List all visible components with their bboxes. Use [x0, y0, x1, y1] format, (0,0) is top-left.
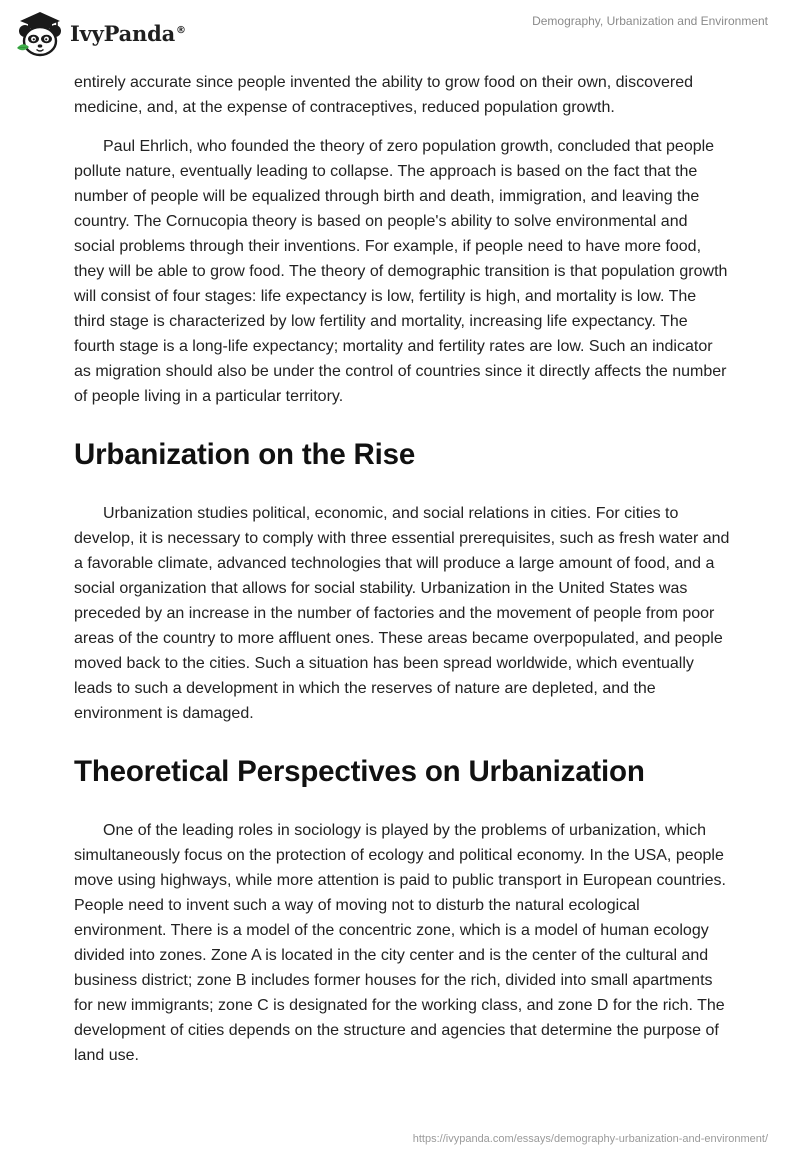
heading-urbanization-on-the-rise: Urbanization on the Rise — [74, 438, 416, 471]
document-title: Demography, Urbanization and Environment — [532, 14, 768, 28]
ivypanda-logo[interactable] — [14, 8, 186, 58]
source-url-link[interactable]: https://ivypanda.com/essays/demography-urbanization-and-environment/ — [412, 1133, 768, 1145]
panda-logo-icon — [14, 8, 66, 58]
paragraph-population-theories: Paul Ehrlich, who founded the theory of zero population growth, concluded that people pollute nature, eventually leading to collapse. The approach is based on the fact that the number of people will be equalized through birth and death, immigration, and leaving the country. The Cornucopia theory is based on people's ability to solve environmental and social problems through their inventions. For example, if people need to have more food, they will be able to grow food. The theory of demographic transition is that population growth will consist of four stages: life expectancy is low, fertility is high, and mortality is low. The third stage is characterized by low fertility and mortality, increasing life expectancy. The fourth stage is a long-life expectancy; mortality and fertility rates are low. Such an indicator as migration should also be under the control of countries since it directly affects the number of people living in a particular territory. — [74, 138, 728, 405]
page-header — [0, 0, 800, 62]
logo-wordmark — [70, 21, 186, 46]
essay-body — [74, 70, 730, 1082]
paragraph-theoretical-perspectives: One of the leading roles in sociology is played by the problems of urbanization, which simultaneously focus on the protection of ecology and political economy. In the USA, people move using highways, while more attention is paid to public transport in European countries. People need to invent such a way of moving not to disturb the natural ecological environment. There is a model of the concentric zone, which is a model of human ecology divided into zones. Zone A is located in the city center and is the center of the cultural and business district; zone B includes former houses for the rich, divided into small apartments for new immigrants; zone C is designated for the working class, and zone D for the rich. The development of cities depends on the structure and agencies that determine the purpose of land use. — [74, 822, 726, 1064]
heading-theoretical-perspectives: Theoretical Perspectives on Urbanization — [74, 755, 645, 788]
paragraph-continuation: entirely accurate since people invented the ability to grow food on their own, discovered medicine, and, at the expense of contraceptives, reduced population growth. — [74, 74, 694, 116]
logo-text: IvyPanda — [70, 20, 176, 46]
paragraph-urbanization: Urbanization studies political, economic, and social relations in cities. For cities to develop, it is necessary to comply with three essential prerequisites, such as fresh water and a favorable climate, advanced technologies that will produce a large amount of food, and a social organization that allows for social stability. Urbanization in the United States was preceded by an increase in the number of factories and the movement of people from poor areas of the country to more affluent ones. These areas became overpopulated, and people moved back to the cities. Such a situation has been spread worldwide, which eventually leads to such a development in which the reserves of nature are depleted, and the environment is damaged. — [74, 505, 730, 722]
registered-mark: ® — [176, 24, 186, 36]
